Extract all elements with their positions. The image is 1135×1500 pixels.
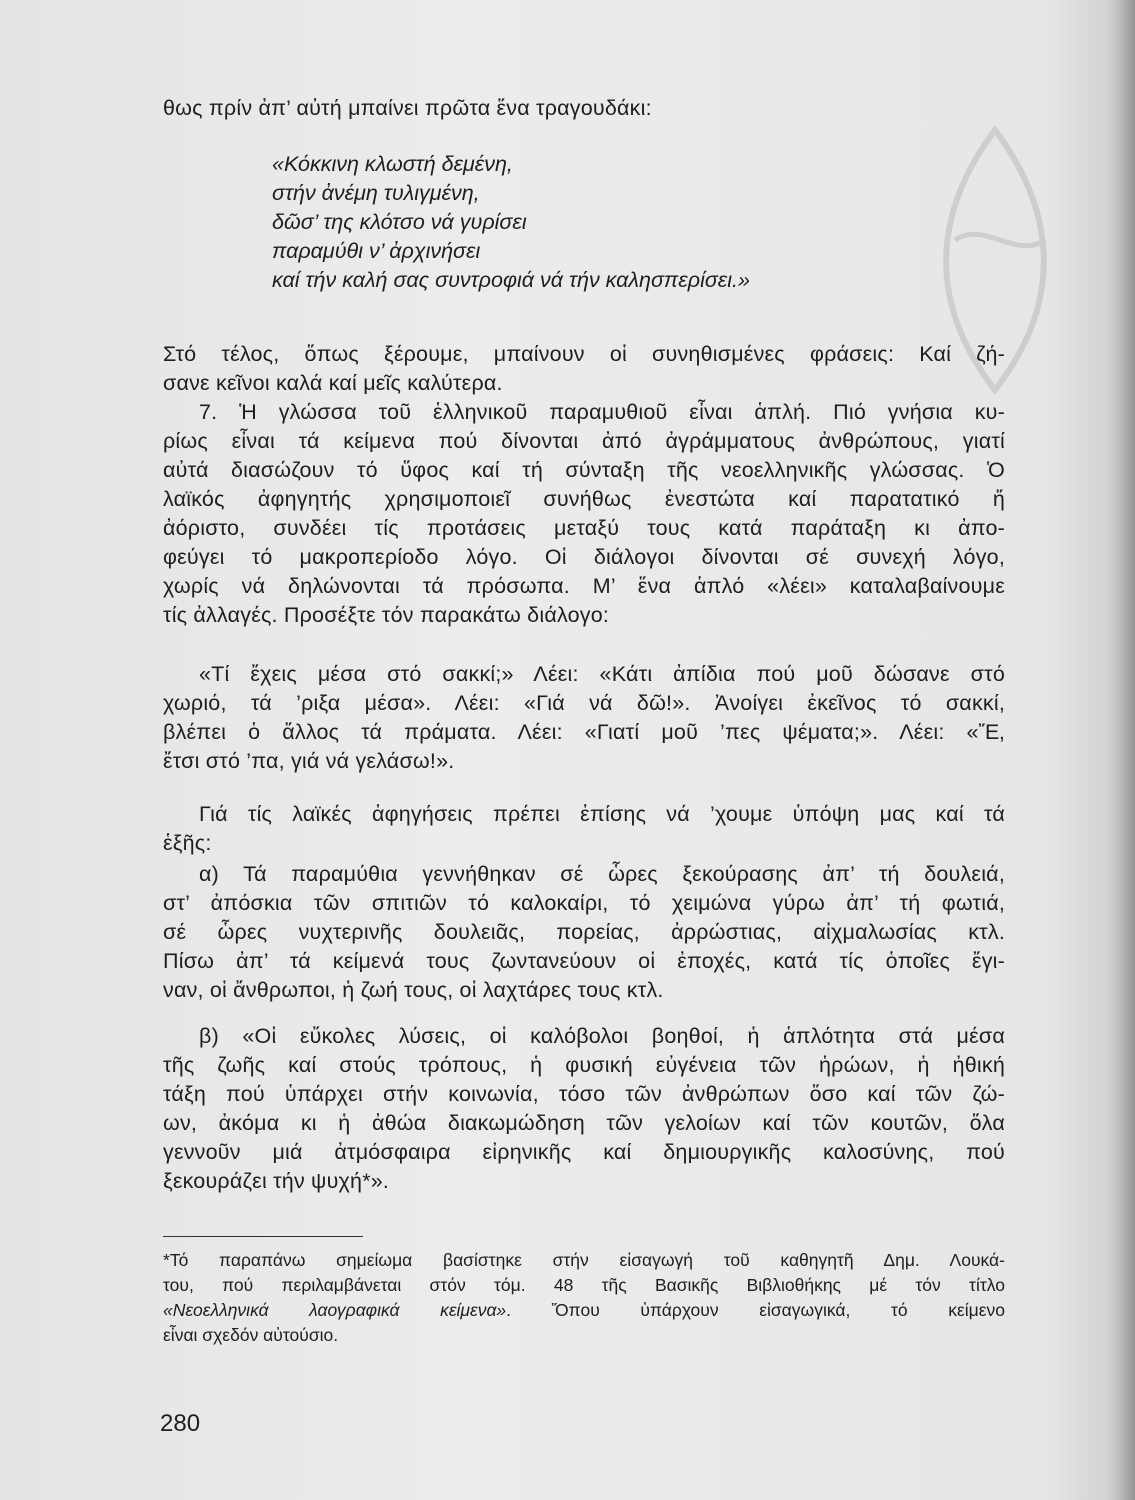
text-line: β) «Οἱ εὔκολες λύσεις, οἱ καλόβολοι βοηθοί, ἡ ἁπλότητα στά μέσα [199, 1024, 1005, 1048]
text-line: στ’ ἀπόσκια τῶν σπιτιῶν τό καλοκαίρι, τό χειμώνα γύρω ἀπ’ τή φωτιά, [163, 891, 1005, 915]
verse-block [272, 150, 912, 295]
point-b-paragraph [163, 1022, 1005, 1196]
page-number: 280 [160, 1410, 201, 1437]
paragraph-7 [163, 398, 1005, 630]
text-line: Πίσω ἀπ’ τά κείμενά τους ζωντανεύουν οἱ ἐποχές, κατά τίς ὁποῖες ἔγι- [163, 949, 1005, 973]
text-line: χωριό, τά ’ριξα μέσα». Λέει: «Γιά νά δῶ!». Ἀνοίγει ἐκεῖνος τό σακκί, [163, 691, 1005, 715]
point-a-paragraph [163, 860, 1005, 1005]
text-line: ἔτσι στό ’πα, γιά νά γελάσω!». [163, 749, 455, 773]
verse-line: στήν ἀνέμη τυλιγμένη, [272, 181, 480, 205]
text-line: τάξη πού ὑπάρχει στήν κοινωνία, τόσο τῶν ἀνθρώπων ὅσο καί τῶν ζώ- [163, 1082, 1005, 1106]
text-line: ἑξῆς: [163, 831, 212, 855]
text-line: Γιά τίς λαϊκές ἀφηγήσεις πρέπει ἐπίσης νά ’χουμε ὑπόψη μας καί τά [199, 802, 1005, 826]
text-line: ναν, οἱ ἄνθρωποι, ἡ ζωή τους, οἱ λαχτάρες τους κτλ. [163, 978, 664, 1002]
text-line: βλέπει ὁ ἄλλος τά πράματα. Λέει: «Γιατί μοῦ ’πες ψέματα;». Λέει: «Ἔ, [163, 720, 1005, 744]
footnote-line: *Τό παραπάνω σημείωμα βασίστηκε στήν εἰσαγωγή τοῦ καθηγητῆ Δημ. Λουκά- [163, 1250, 1005, 1270]
ending-paragraph [163, 340, 1005, 398]
page-edge-shadow [1107, 0, 1135, 1500]
text-line: σανε κεῖνοι καλά καί μεῖς καλύτερα. [163, 371, 503, 395]
text-line: φεύγει τό μακροπερίοδο λόγο. Οἱ διάλογοι δίνονται σέ συνεχή λόγο, [163, 545, 1005, 569]
text-line: 7. Ἡ γλώσσα τοῦ ἑλληνικοῦ παραμυθιοῦ εἶναι ἁπλή. Πιό γνήσια κυ- [199, 400, 1005, 424]
text-line: τίς ἀλλαγές. Προσέξτε τόν παρακάτω διάλογο: [163, 603, 610, 627]
footnote-divider [163, 1236, 363, 1237]
text-line: σέ ὧρες νυχτερινῆς δουλειᾶς, πορείας, ἀρρώστιας, αἰχμαλωσίας κτλ. [163, 920, 1005, 944]
verse-line: παραμύθι ν’ ἀρχινήσει [272, 239, 481, 263]
text-line: Στό τέλος, ὅπως ξέρουμε, μπαίνουν οἱ συνηθισμένες φράσεις: Καί ζή- [163, 342, 1005, 366]
dialogue-paragraph [163, 660, 1005, 776]
verse-line: «Κόκκινη κλωστή δεμένη, [272, 152, 513, 176]
text-line: λαϊκός ἀφηγητής χρησιμοποιεῖ συνήθως ἐνεστώτα καί παρατατικό ἤ [163, 487, 1005, 511]
intro-paragraph [163, 94, 1005, 123]
text-line: γεννοῦν μιά ἀτμόσφαιρα εἰρηνικῆς καί δημιουργικῆς καλοσύνης, πού [163, 1140, 1005, 1164]
verse-line: δῶσ’ της κλότσο νά γυρίσει [272, 210, 527, 234]
text-line: ἀόριστο, συνδέει τίς προτάσεις μεταξύ τους κατά παράταξη κι ἀπο- [163, 516, 1005, 540]
footnote-line: εἶναι σχεδόν αὐτούσιο. [163, 1325, 339, 1345]
footnote-book-title: «Νεοελληνικά λαογραφικά κείμενα» [163, 1300, 507, 1320]
text-line: χωρίς νά δηλώνονται τά πρόσωπα. Μ’ ἕνα ἁπλό «λέει» καταλαβαίνουμε [163, 574, 1005, 598]
text-line: ρίως εἶναι τά κείμενα πού δίνονται ἀπό ἀγράμματους ἀνθρώπους, γιατί [163, 429, 1005, 453]
verse-line: καί τήν καλή σας συντροφιά νά τήν καλησπερίσει.» [272, 268, 750, 292]
text-line: «Τί ἔχεις μέσα στό σακκί;» Λέει: «Κάτι ἀπίδια πού μοῦ δώσανε στό [199, 662, 1005, 686]
text-line: τῆς ζωῆς καί στούς τρόπους, ἡ φυσική εὐγένεια τῶν ἡρώων, ἡ ἠθική [163, 1053, 1005, 1077]
text-line: α) Τά παραμύθια γεννήθηκαν σέ ὧρες ξεκούρασης ἀπ’ τή δουλειά, [199, 862, 1005, 886]
text-line: αὐτά διασώζουν τό ὕφος καί τή σύνταξη τῆς νεοελληνικῆς γλώσσας. Ὁ [163, 458, 1005, 482]
footnote-line [163, 1298, 1005, 1323]
text-line: ξεκουράζει τήν ψυχή*». [163, 1169, 390, 1193]
footnote [163, 1248, 1005, 1348]
lay-narratives-paragraph [163, 800, 1005, 858]
text-line: θως πρίν ἀπ’ αὐτή μπαίνει πρῶτα ἕνα τραγουδάκι: [163, 96, 652, 120]
footnote-line: του, πού περιλαμβάνεται στόν τόμ. 48 τῆς Βασικῆς Βιβλιοθήκης μέ τόν τίτλο [163, 1275, 1005, 1295]
text-line: ων, ἀκόμα κι ἡ ἀθώα διακωμώδηση τῶν γελοίων καί τῶν κουτῶν, ὅλα [163, 1111, 1005, 1135]
footnote-text: . Ὅπου ὑπάρχουν εἰσαγωγικά, τό κείμενο [506, 1300, 1005, 1320]
